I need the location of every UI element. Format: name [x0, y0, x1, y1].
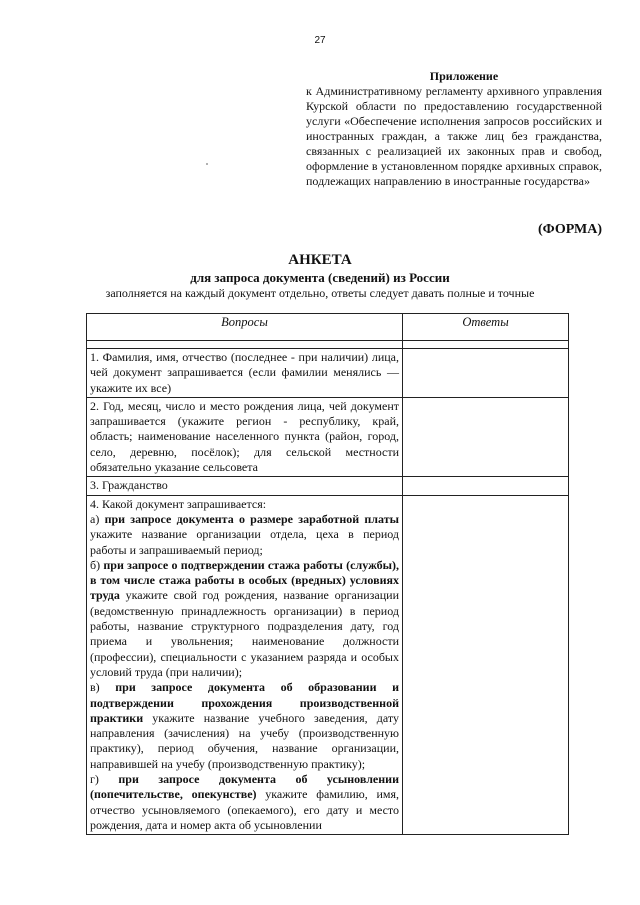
spacer-cell	[403, 341, 569, 349]
spacer-cell	[87, 341, 403, 349]
question-4g-bold: при запросе документа об усыновлении (попечительстве, опекунстве)	[90, 772, 399, 802]
question-4	[87, 495, 403, 835]
form-label: (ФОРМА)	[537, 222, 602, 237]
table-row	[87, 349, 569, 398]
document-note: заполняется на каждый документ отдельно, ответы следует давать полные и точные	[105, 286, 535, 300]
answers-header: Ответы	[403, 314, 569, 341]
question-4a-prefix: а)	[90, 511, 105, 526]
question-4-intro: 4. Какой документ запрашивается:	[90, 496, 267, 511]
table-row	[87, 397, 569, 476]
questions-header: Вопросы	[87, 314, 403, 341]
document-subtitle: для запроса документа (сведений) из России	[190, 270, 450, 285]
scan-speck	[206, 163, 208, 165]
question-4b-bold: при запросе о подтверждении стажа работы (службы), в том числе стажа работы в особых (вредных) условиях труда	[90, 557, 399, 603]
question-4g-text: укажите фамилию, имя, отчество усыновляемого (опекаемого), его дату и место рождения, дата и номер акта об усыновлении	[90, 787, 399, 832]
question-4v	[90, 680, 399, 772]
question-4b-prefix: б)	[90, 557, 104, 572]
document-title: АНКЕТА	[288, 252, 352, 268]
question-4g-prefix: г)	[90, 772, 119, 787]
spacer-row	[87, 341, 569, 349]
table-header-row	[87, 314, 569, 341]
question-4g	[90, 772, 399, 833]
question-4v-bold: при запросе документа об образовании и подтверждении прохождения производственной практики	[90, 680, 399, 725]
answer-3-cell[interactable]	[403, 477, 569, 495]
table-row	[87, 477, 569, 495]
answer-1-cell[interactable]	[403, 349, 569, 398]
appendix-block	[306, 69, 602, 189]
question-4b-text: укажите свой год рождения, название организации (ведомственную принадлежность организации) в период работы, название структурного подразделения дату, год приема и увольнения; наименование должности (профессии), специальности с указанием разряда и особых условий труда (при наличии);	[90, 588, 399, 679]
page-number: 27	[314, 35, 326, 46]
question-4v-prefix: в)	[90, 680, 116, 695]
question-4v-text: укажите название учебного заведения, дату направления (зачисления) на учебу (производственную практику), период обучения, название организации, направившей на учебу (производственную практику);	[90, 710, 399, 771]
question-4a	[90, 512, 399, 558]
appendix-title: Приложение	[429, 69, 499, 83]
question-2: 2. Год, месяц, число и место рождения лица, чей документ запрашивается (укажите регион - республику, край, область; наименование населенного пункта (район, город, село, деревню, посёлок); для сельской местности обязательно указание сельсовета	[87, 397, 403, 476]
question-4a-bold: при запросе документа о размере заработной платы	[104, 511, 399, 526]
table-row	[87, 495, 569, 835]
appendix-text: к Административному регламенту архивного управления Курской области по предоставлению государственной услуги «Обеспечение исполнения запросов российских и иностранных граждан, а также лиц без гражданства, связанных с реализацией их законных прав и свобод, оформление в установленном порядке архивных справок, подлежащих направлению в иностранные государства»	[306, 84, 602, 188]
question-3: 3. Гражданство	[87, 477, 403, 495]
question-4b	[90, 558, 399, 680]
question-1: 1. Фамилия, имя, отчество (последнее - при наличии) лица, чей документ запрашивается (если фамилии менялись — укажите их все)	[87, 349, 403, 398]
questionnaire-table	[86, 313, 569, 835]
answer-4-cell[interactable]	[403, 495, 569, 835]
answer-2-cell[interactable]	[403, 397, 569, 476]
question-4a-text: укажите название организации отдела, цеха в период работы и запрашиваемый период;	[90, 527, 399, 557]
